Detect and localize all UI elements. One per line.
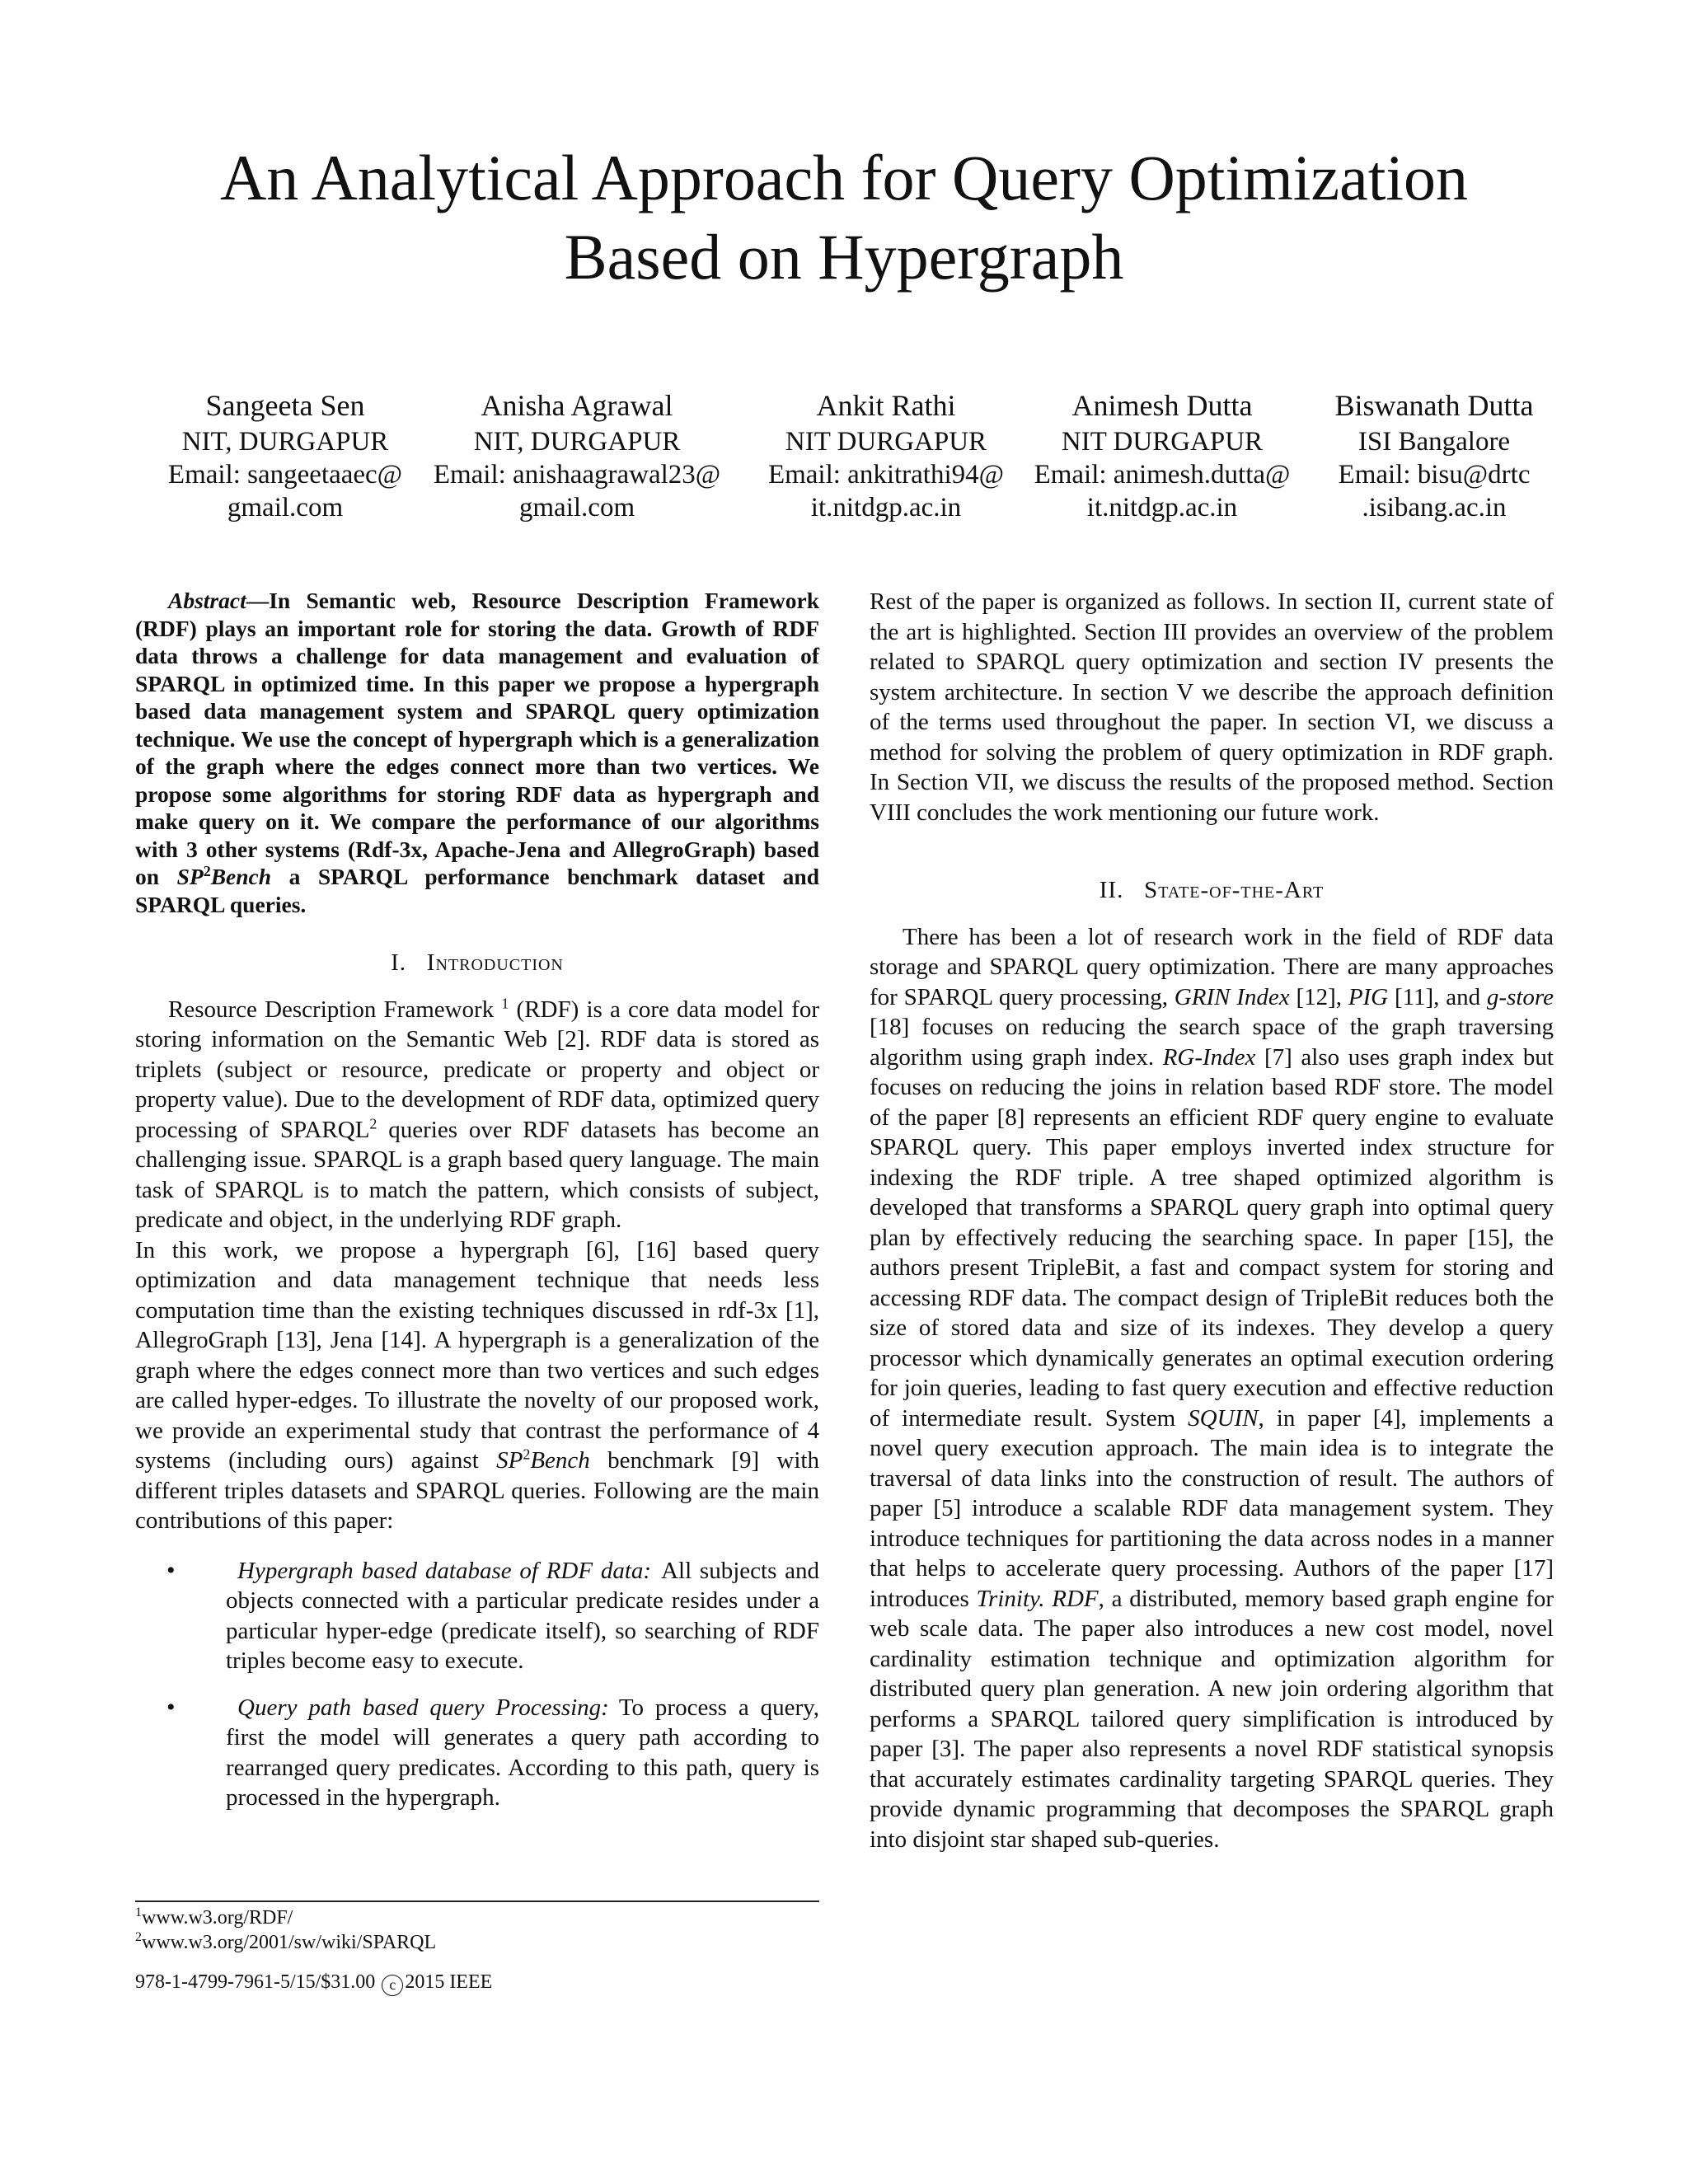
footnotes (135, 1905, 819, 1955)
text-run: [18] focuses on reducing the search space of the graph traversing algorithm using graph index. (870, 1014, 1554, 1071)
left-column (135, 587, 819, 1830)
author-email: Email: animesh.dutta@ (1034, 460, 1291, 490)
author-block (162, 387, 409, 524)
benchmark-name (496, 1447, 590, 1474)
benchmark-sup: 2 (203, 862, 211, 879)
title-line-2: Based on Hypergraph (564, 221, 1124, 293)
author-name: Anisha Agrawal (481, 389, 673, 422)
footnote-number: 1 (135, 1905, 142, 1919)
abstract-label: Abstract (168, 588, 246, 613)
section-number: I. (391, 949, 407, 976)
text-run: [12], (1289, 983, 1348, 1010)
system-name: g-store (1486, 983, 1554, 1010)
footnote-divider (135, 1900, 819, 1902)
footnote-marker: 1 (501, 994, 509, 1011)
paper-title (0, 138, 1688, 297)
footnote-number: 2 (135, 1930, 142, 1944)
copyright-text: 2015 IEEE (405, 1971, 493, 1993)
author-email-domain: gmail.com (227, 493, 344, 523)
text-run: [11], and (1388, 983, 1487, 1010)
author-email: Email: anishaagrawal23@ (433, 460, 721, 490)
section-number: II. (1099, 877, 1124, 903)
text-run: Resource Description Framework (168, 996, 502, 1023)
text-run: [7] also uses graph index but focuses on reducing the joins in relation based RDF store. The model of the paper [8] represents an efficient RDF query engine to evaluate SPARQL query. This paper employs inverted index structure for indexing the RDF triple. A tree shaped optimized algorithm is developed that transforms a SPARQL query graph into optimal query plan by effectively reducing the searching space. In paper [15], the authors present TripleBit, a fast and compact system for storing and accessing RDF data. The compact design of TripleBit reduces both the size of stored data and size of its indexes. They develop a query processor which dynamically generates an optimal execution ordering for join queries, leading to fast query execution and effective reduction of intermediate result. System (870, 1043, 1554, 1432)
author-block (1022, 387, 1302, 524)
author-name: Sangeeta Sen (205, 389, 365, 422)
author-email: Email: ankitrathi94@ (767, 460, 1005, 490)
benchmark-name (177, 864, 271, 889)
text-run: In this work, we propose a hypergraph [6], [16] based query optimization and data management technique that needs less computation time than the existing techniques discussed in rdf-3x [1], AllegroGraph [13], Jena [14]. A hypergraph is a generalization of the graph where the edges connect more than two vertices and such edges are called hyper-edges. To illustrate the novelty of our proposed work, we provide an experimental study that contrast the performance of 4 systems (including ours) against (135, 1236, 819, 1474)
author-email-domain: it.nitdgp.ac.in (1086, 493, 1238, 523)
contributions-list (135, 1556, 819, 1813)
footnote-marker: 2 (369, 1114, 377, 1132)
system-name: RG-Index (1162, 1043, 1256, 1071)
bullet-text: All subjects and objects connected with a particular predicate resides under a particular hyper-edge (predicate itself), so searching of RDF triples become easy to execute. (226, 1557, 820, 1674)
list-item (135, 1693, 819, 1813)
right-column (870, 587, 1554, 1854)
section-title: Introduction (426, 949, 564, 976)
author-block (1311, 387, 1558, 524)
benchmark-sup: 2 (523, 1446, 531, 1463)
section-title: State-of-the-Art (1144, 877, 1325, 903)
copyright-notice (135, 1970, 492, 1996)
title-line-1: An Analytical Approach for Query Optimization (219, 142, 1469, 213)
benchmark-bench: Bench (530, 1447, 590, 1474)
organization-paragraph: Rest of the paper is organized as follows. In section II, current state of the art is highlighted. Section III provides an overview of the problem related to SPARQL query optimization and section IV presents the system architecture. In section V we describe the approach definition of the terms used throughout the paper. In section VI, we discuss a method for solving the problem of query optimization in RDF graph. In Section VII, we discuss the results of the proposed method. Section VIII concludes the work mentioning our future work. (870, 588, 1554, 826)
author-email: Email: bisu@drtc (1338, 460, 1531, 490)
bullet-title: Query path based query Processing: (237, 1694, 609, 1721)
author-affiliation: NIT, DURGAPUR (473, 427, 681, 457)
bullet-title: Hypergraph based database of RDF data: (237, 1557, 652, 1584)
author-name: Animesh Dutta (1071, 389, 1253, 422)
text-run: , in paper [4], implements a novel query execution approach. The main idea is to integrate the traversal of data links into the construction of result. The authors of paper [5] introduce a scalable RDF data management system. They introduce techniques for partitioning the data across nodes in a manner that helps to accelerate query processing. Authors of the paper [17] introduces (870, 1404, 1554, 1612)
abstract-text: —In Semantic web, Resource Description Framework (RDF) plays an important role for storing the data. Growth of RDF data throws a challenge for data management and evaluation of SPARQL in optimized time. In this paper we propose a hypergraph based data management system and SPARQL query optimization technique. We use the concept of hypergraph which is a generalization of the graph where the edges connect more than two vertices. We propose some algorithms for storing RDF data as hypergraph and make query on it. We compare the performance of our algorithms with 3 other systems (Rdf-3x, Apache-Jena and AllegroGraph) based on (135, 588, 819, 889)
author-affiliation: NIT DURGAPUR (785, 427, 987, 457)
text-run: (RDF) is a core data model for storing information on the Semantic Web [2]. RDF data is stored as triplets (subject or resource, predicate or property and object or property value). Due to the development of RDF data, optimized query processing of SPARQL (135, 996, 819, 1143)
bullet-dot: • (166, 1556, 176, 1584)
footnote-text: www.w3.org/RDF/ (142, 1907, 293, 1929)
author-email-domain: .isibang.ac.in (1362, 493, 1507, 523)
isbn: 978-1-4799-7961-5/15/$31.00 (135, 1971, 376, 1993)
section-heading-state-of-the-art (870, 875, 1554, 906)
abstract (135, 587, 819, 918)
author-name: Biswanath Dutta (1334, 389, 1534, 422)
benchmark-sp: SP (176, 864, 204, 889)
author-affiliation: NIT, DURGAPUR (181, 427, 389, 457)
bullet-dot: • (166, 1693, 176, 1721)
text-run: benchmark [9] with different triples datasets and SPARQL queries. Following are the main contributions of this paper: (135, 1447, 819, 1534)
text-run: , a distributed, memory based graph engine for web scale data. The paper also introduces a new cost model, novel cardinality estimation technique and optimization algorithm for distributed query plan generation. A new join ordering algorithm that performs a SPARQL tailored query simplification is introduced by paper [3]. The paper also represents a novel RDF statistical synopsis that accurately estimates cardinality targeting SPARQL queries. They provide dynamic programming that decomposes the SPARQL graph into disjoint star shaped sub-queries. (870, 1585, 1554, 1853)
author-email-domain: it.nitdgp.ac.in (810, 493, 962, 523)
system-name: SQUIN (1188, 1404, 1259, 1432)
sota-paragraph (870, 922, 1554, 1855)
footnote (135, 1905, 819, 1930)
author-block (429, 387, 725, 524)
section-heading-introduction (135, 948, 819, 978)
author-affiliation: ISI Bangalore (1357, 427, 1511, 457)
author-name: Ankit Rathi (816, 389, 956, 422)
author-email: Email: sangeetaaec@ (167, 460, 403, 490)
author-block (750, 387, 1022, 524)
intro-paragraph-2 (135, 1235, 819, 1536)
system-name: Trinity. RDF (976, 1585, 1099, 1612)
bullet-text: To process a query, first the model will generates a query path according to rearranged query predicates. According to this path, query is processed in the hypergraph. (226, 1694, 819, 1811)
text-run: queries over RDF datasets has become an challenging issue. SPARQL is a graph based query language. The main task of SPARQL is to match the pattern, which consists of subject, predicate and object, in the underlying RDF graph. (135, 1116, 820, 1233)
copyright-icon: c (382, 1975, 403, 1996)
system-name: GRIN Index (1174, 983, 1290, 1010)
benchmark-bench: Bench (210, 864, 272, 889)
author-email-domain: gmail.com (518, 493, 635, 523)
list-item (135, 1556, 819, 1676)
footnote-text: www.w3.org/2001/sw/wiki/SPARQL (142, 1932, 437, 1953)
text-run: There has been a lot of research work in the field of RDF data storage and SPARQL query optimization. There are many approaches for SPARQL query processing, (870, 923, 1554, 1010)
abstract-text-end: a SPARQL performance benchmark dataset and SPARQL queries. (135, 864, 819, 917)
benchmark-sp: SP (496, 1447, 523, 1474)
author-affiliation: NIT DURGAPUR (1061, 427, 1264, 457)
system-name: PIG (1348, 983, 1389, 1010)
footnote (135, 1930, 819, 1955)
intro-paragraph-1 (135, 995, 819, 1235)
